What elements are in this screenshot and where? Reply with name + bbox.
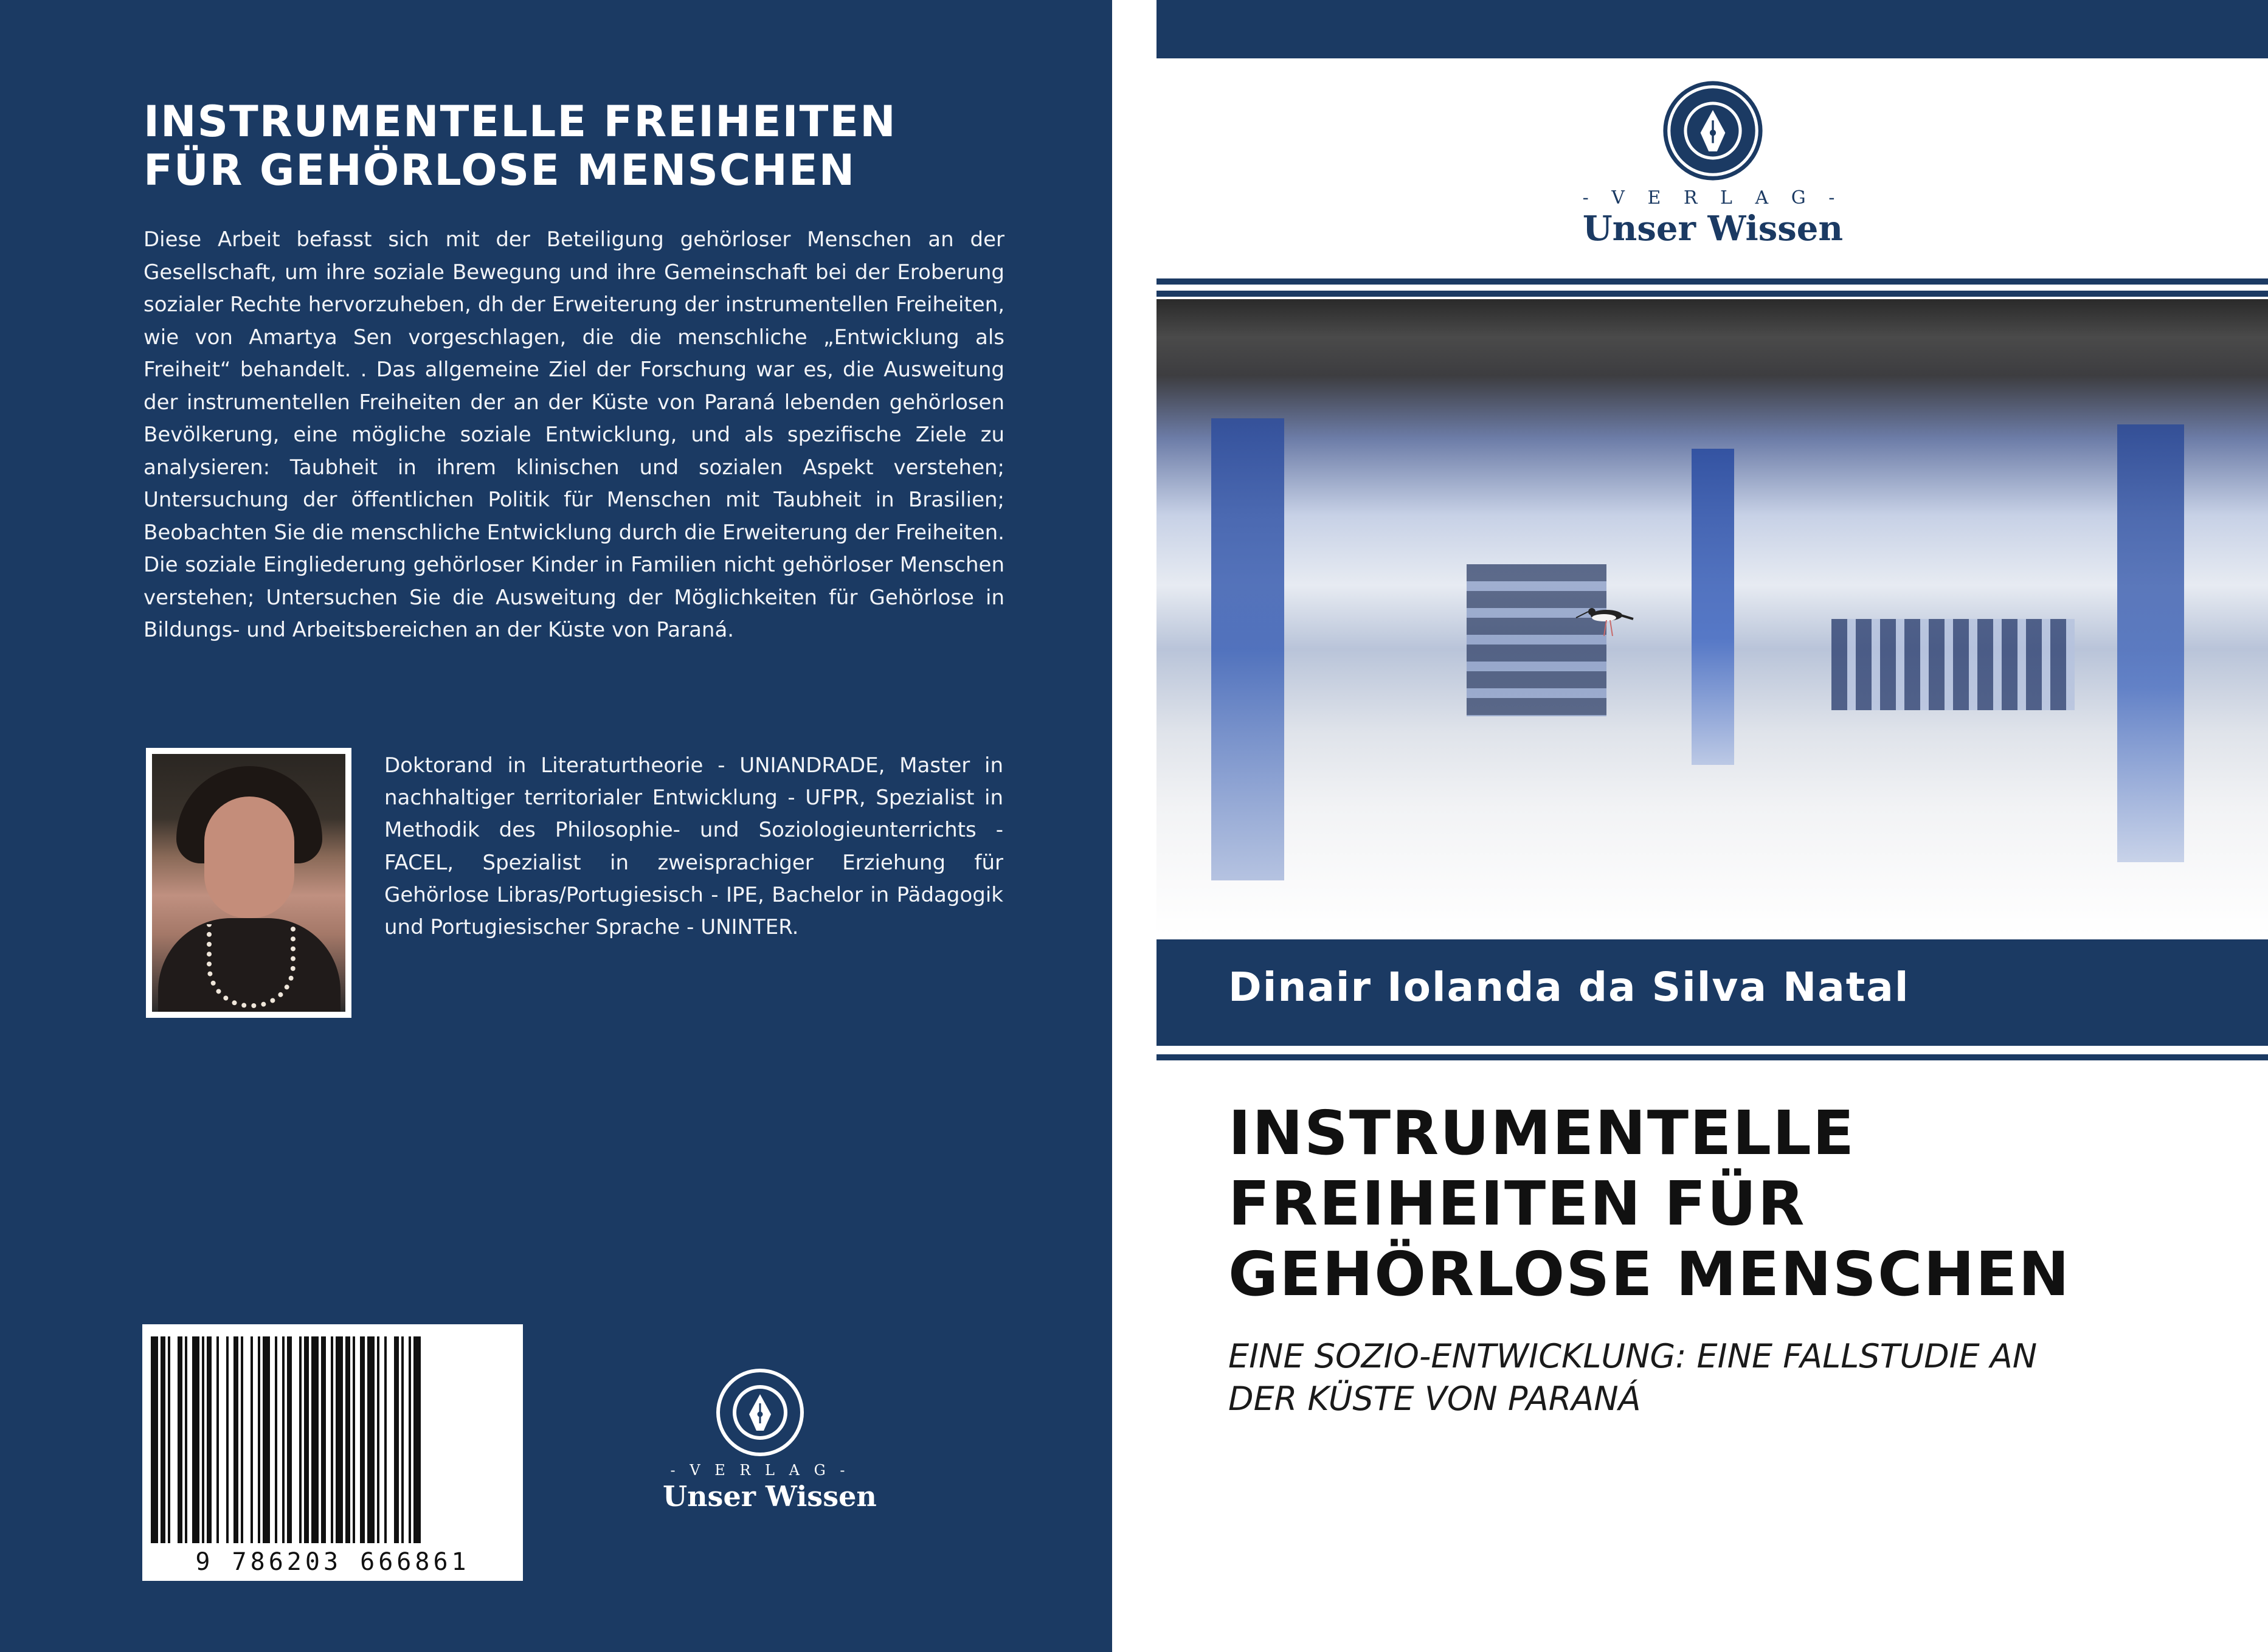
barcode-bar: [360, 1336, 365, 1543]
barcode-bar: [413, 1336, 421, 1543]
barcode-bar: [233, 1336, 238, 1543]
barcode-bar: [275, 1336, 277, 1543]
barcode-bar: [161, 1336, 165, 1543]
barcode-bar: [287, 1336, 292, 1543]
barcode-bar: [202, 1336, 204, 1543]
divider: [1156, 1054, 2268, 1060]
barcode-bar: [394, 1336, 399, 1543]
book-blurb: Diese Arbeit befasst sich mit der Beteiligung gehörloser Menschen an der Gesellschaft, um ihre soziale Bewegung und ihre Gemeinschaft bei der Eroberung sozialer Rechte hervorzuheben, dh der Erweiterung der instrumentellen Freiheiten, wie von Amartya Sen vorgeschlagen, die die menschliche „Entwicklung als Freiheit“ behandelt. . Das allgemeine Ziel der Forschung war es, die Ausweitung der instrumentellen Freiheiten der an der Küste von Paraná lebenden gehörlosen Bevölkerung, eine mögliche soziale Entwicklung, und als spezifische Ziele zu analysieren: Taubheit in ihrem klinischen und sozialen Aspekt verstehen; Untersuchung der öffentlichen Politik für Menschen mit Taubheit in Brasilien; Beobachten Sie die menschliche Entwicklung durch die Erweiterung der Freiheiten. Die soziale Eingliederung gehörloser Kinder in Familien nicht gehörloser Menschen verstehen; Untersuchen Sie die Ausweitung der Möglichkeiten für Gehörlose in Bildungs- und Arbeitsbereichen an der Küste von Paraná.: [143, 227, 1004, 642]
barcode-bar: [207, 1336, 212, 1543]
barcode-bar: [321, 1336, 326, 1543]
front-title-line-2: FREIHEITEN FÜR: [1228, 1168, 1806, 1239]
author-photo: [146, 748, 351, 1018]
bird-icon: [1570, 602, 1643, 638]
barcode-bar: [241, 1336, 243, 1543]
barcode-bar: [331, 1336, 333, 1543]
isbn-number: 9 786203 666861: [195, 1548, 470, 1576]
barcode-bar: [282, 1336, 285, 1543]
front-subtitle-line-2: DER KÜSTE VON PARANÁ: [1228, 1380, 1641, 1418]
barcode-bar: [299, 1336, 302, 1543]
front-title: [1228, 1098, 2232, 1310]
publisher-name: Unser Wissen: [663, 1480, 877, 1513]
cover-gutter: [1112, 0, 1156, 1652]
cover-photo: [1156, 278, 2268, 935]
barcode-bar: [263, 1336, 270, 1543]
barcode-bar: [216, 1336, 219, 1543]
front-subtitle-line-1: EINE SOZIO-ENTWICKLUNG: EINE FALLSTUDIE AN: [1228, 1337, 2038, 1375]
front-title-line-3: GEHÖRLOSE MENSCHEN: [1228, 1239, 2071, 1310]
publisher-name: Unser Wissen: [1582, 209, 1844, 249]
barcode-icon: [142, 1324, 523, 1581]
barcode-bar: [168, 1336, 170, 1543]
barcode-bar: [401, 1336, 404, 1543]
isbn-barcode: [142, 1324, 523, 1581]
publisher-verlag-label: - V E R L A G -: [670, 1462, 850, 1479]
barcode-bar: [192, 1336, 199, 1543]
author-portrait-image: [152, 754, 345, 1012]
publisher-logo-front: [1576, 79, 1850, 255]
barcode-bar: [251, 1336, 253, 1543]
author-name: Dinair Iolanda da Silva Natal: [1228, 964, 1910, 1011]
front-title-line-1: INSTRUMENTELLE: [1228, 1097, 1856, 1169]
barcode-bar: [377, 1336, 379, 1543]
barcode-bar: [258, 1336, 260, 1543]
back-title: [143, 97, 995, 195]
front-subtitle: [1228, 1335, 2232, 1420]
author-bio: Doktorand in Literaturtheorie - UNIANDRADE, Master in nachhaltiger territorialer Entwicklung - UFPR, Spezialist in Methodik des Philosophie- und Soziologieunterrichts - FACEL, Spezialist in zweisprachiger Erziehung für Gehörlose Libras/Portugiesisch - IPE, Bachelor in Pädagogik und Portugiesischer Sprache - UNINTER.: [384, 753, 1003, 940]
barcode-bar: [367, 1336, 375, 1543]
barcode-bar: [345, 1336, 350, 1543]
back-cover: [0, 0, 1112, 1652]
barcode-bar: [384, 1336, 387, 1543]
barcode-bar: [304, 1336, 309, 1543]
back-title-line-1: INSTRUMENTELLE FREIHEITEN: [143, 97, 897, 147]
publisher-logo-icon: [714, 1367, 806, 1458]
publisher-logo-back: [663, 1367, 877, 1513]
publisher-verlag-label: - V E R L A G -: [1582, 187, 1844, 209]
barcode-bar: [178, 1336, 182, 1543]
barcode-bar: [226, 1336, 229, 1543]
barcode-bar: [185, 1336, 187, 1543]
publisher-logo-icon: [1661, 79, 1765, 182]
barcode-bar: [353, 1336, 355, 1543]
back-title-line-2: FÜR GEHÖRLOSE MENSCHEN: [143, 145, 856, 195]
barcode-bar: [336, 1336, 343, 1543]
front-top-bar: [1156, 0, 2268, 58]
barcode-bar: [311, 1336, 319, 1543]
barcode-bar: [151, 1336, 158, 1543]
author-band: [1156, 939, 2268, 1046]
front-cover: [1156, 0, 2268, 1652]
barcode-bar: [409, 1336, 411, 1543]
